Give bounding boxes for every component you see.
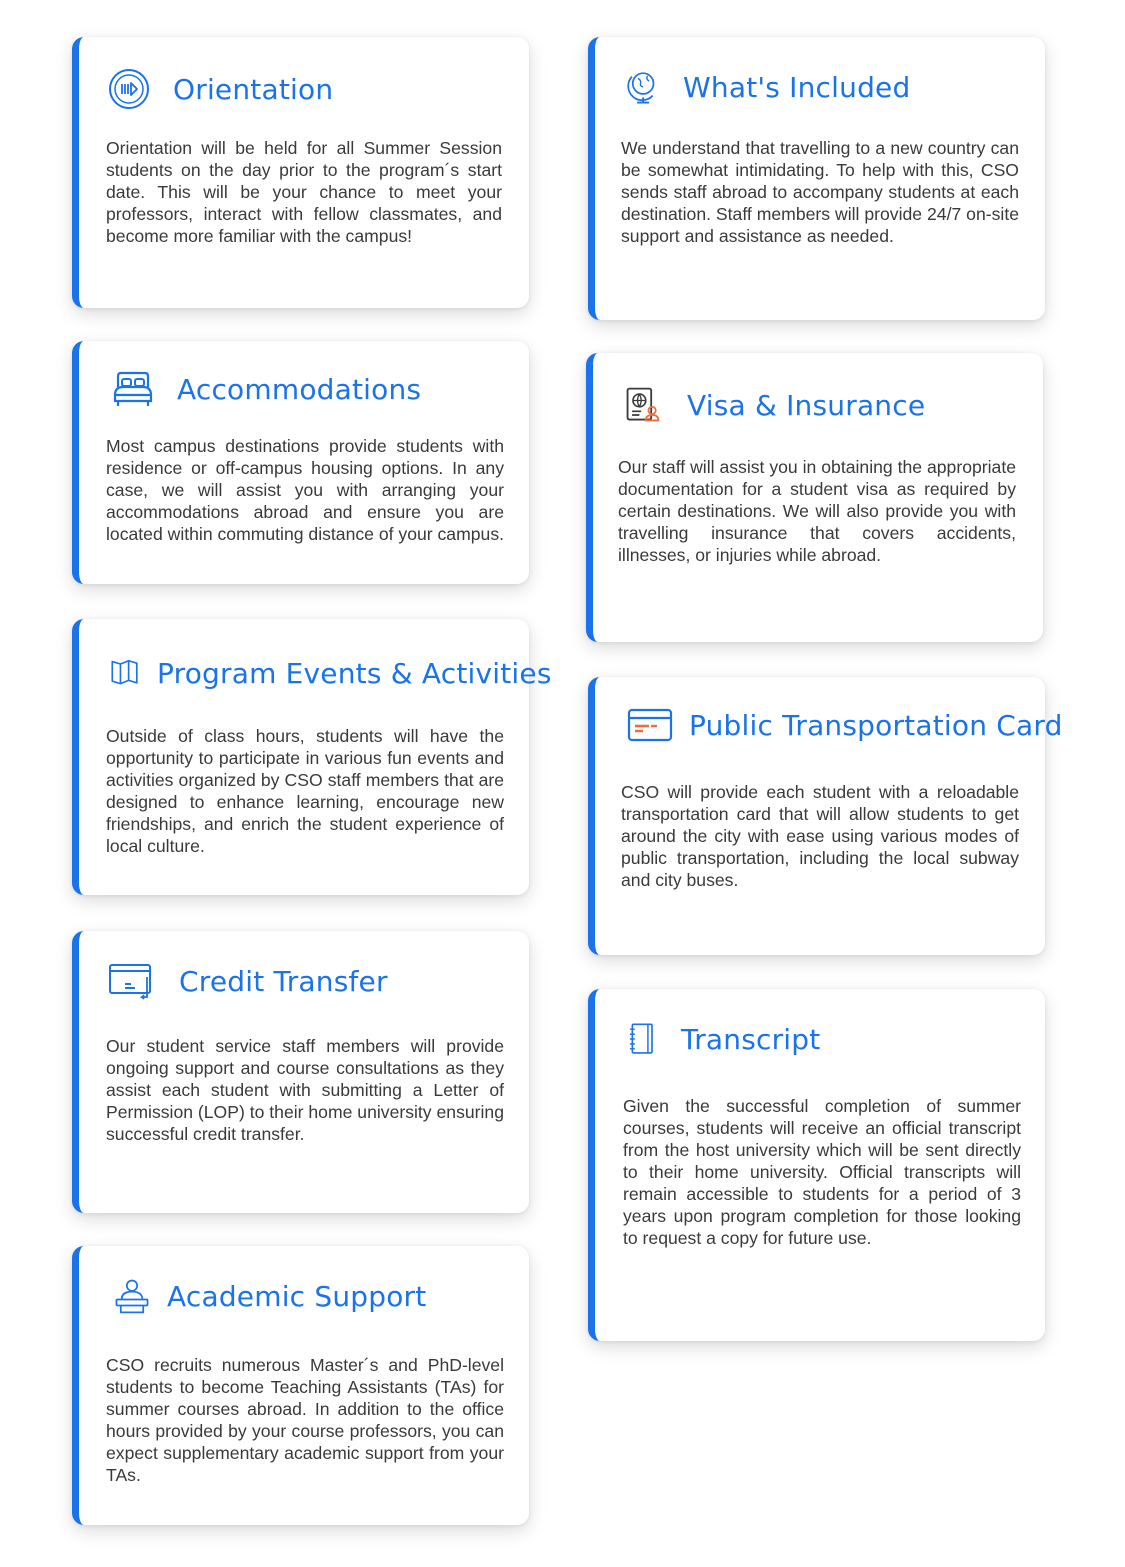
transport-card-icon [627,703,673,747]
arrow-circle-icon [107,67,151,111]
card-title: Accommodations [177,372,422,406]
card-body: CSO recruits numerous Master´s and PhD-level students to become Teaching Assistants (TAs) for summer courses abroad. In addition to the office hours provided by your course professors, you can expect supplementary academic support from your TAs. [106,1355,504,1485]
card-title: Public Transportation Card [689,708,1063,742]
globe-icon [625,65,663,109]
card-accommodations [72,341,529,584]
card-body: We understand that travelling to a new country can be somewhat intimidating. To help with this, CSO sends staff abroad to accompany students at each destination. Staff members will provide 24/7 on-site support and assistance as needed. [621,138,1019,246]
card-whats-included [588,37,1045,320]
teacher-icon [113,1274,151,1318]
card-title: Orientation [173,72,334,106]
card-title: Program Events & Activities [157,656,552,690]
card-title: Visa & Insurance [687,388,926,422]
card-program-events [72,619,552,895]
visa-document-icon [623,383,663,427]
card-transcript [588,989,1045,1341]
map-icon [109,651,145,695]
transfer-card-icon [107,959,157,1003]
card-title: What's Included [683,70,911,104]
card-body: Most campus destinations provide students with residence or off-campus housing options. In any case, we will assist you with arranging your accommodations abroad and ensure you are located within commuting distance of your campus. [106,436,505,544]
card-title: Academic Support [167,1279,427,1313]
card-visa-insurance [586,353,1043,642]
card-body: CSO will provide each student with a reloadable transportation card that will allow students to get around the city with ease using various modes of public transportation, including the local subway and city buses. [621,782,1019,890]
notebook-icon [625,1017,661,1061]
card-body: Our staff will assist you in obtaining the appropriate documentation for a student visa as required by certain destinations. We will also provide you with travelling insurance that covers accidents, illnesses, or injuries while abroad. [618,457,1016,565]
card-academic-support [72,1246,529,1525]
card-title: Transcript [681,1022,821,1056]
card-body: Our student service staff members will provide ongoing support and course consultations as they assist each student with submitting a Letter of Permission (LOP) to their home university ensuring successful credit transfer. [106,1036,504,1144]
card-credit-transfer [72,931,529,1213]
card-body: Given the successful completion of summer courses, students will receive an official transcript from the host university which will be sent directly to their home university. Official transcripts will remain accessible to students for a period of 3 years upon program completion for those looking to request a copy for future use. [623,1096,1021,1248]
bed-icon [111,367,155,411]
card-body: Outside of class hours, students will have the opportunity to participate in various fun events and activities organized by CSO staff members that are designed to enhance learning, encourage new friendships, and enrich the student experience of local culture. [106,726,504,856]
card-body: Orientation will be held for all Summer Session students on the day prior to the program´s start date. This will be your chance to meet your professors, interact with fellow classmates, and become more familiar with the campus! [106,138,502,246]
card-public-transportation [588,677,1063,955]
card-orientation [72,37,529,308]
card-title: Credit Transfer [179,964,388,998]
